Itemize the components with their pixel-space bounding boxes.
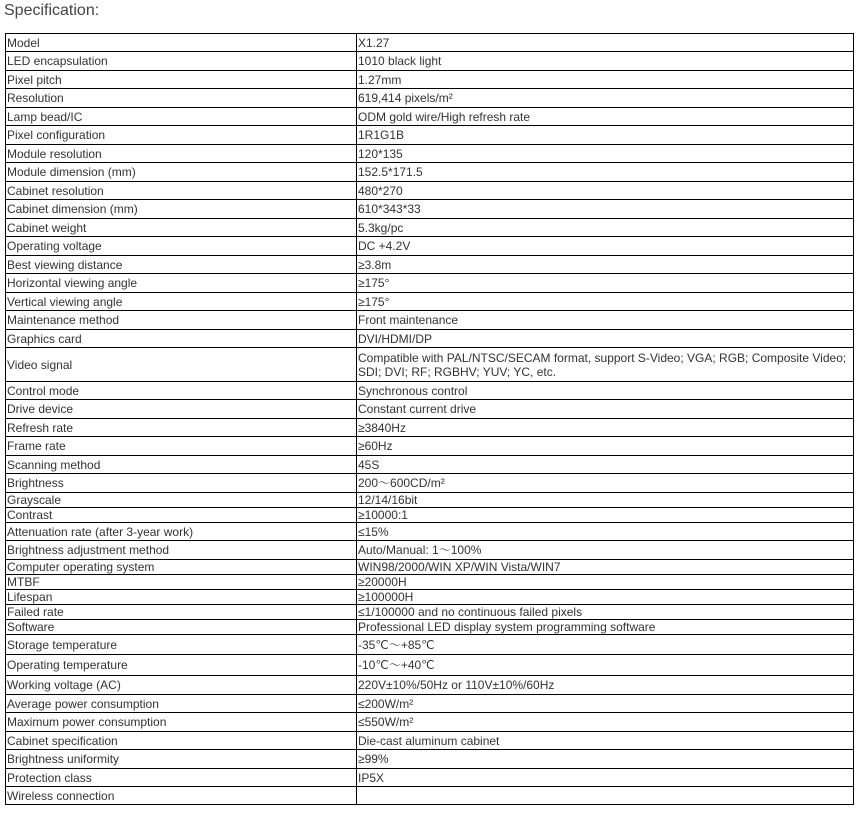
spec-value: Professional LED display system programming software (357, 620, 854, 635)
spec-value: ≥175° (357, 274, 854, 293)
spec-value: ≤1/100000 and no continuous failed pixels (357, 605, 854, 620)
spec-value: ≤200W/m² (357, 695, 854, 713)
spec-value: Synchronous control (357, 382, 854, 400)
spec-value: 200～600CD/m² (357, 474, 854, 493)
table-row (6, 655, 854, 676)
spec-value: -35℃～+85℃ (357, 635, 854, 655)
table-row (6, 523, 854, 541)
spec-label: Contrast (6, 508, 357, 523)
spec-value: Front maintenance (357, 311, 854, 330)
table-row (6, 348, 854, 382)
spec-label: Wireless connection (6, 787, 357, 805)
spec-label: Attenuation rate (after 3-year work) (6, 523, 357, 541)
spec-label: Graphics card (6, 330, 357, 348)
spec-label: Working voltage (AC) (6, 676, 357, 695)
spec-label: Model (6, 34, 357, 52)
table-row (6, 163, 854, 182)
page-title: Specification: (4, 2, 100, 19)
spec-label: Scanning method (6, 456, 357, 474)
table-row (6, 676, 854, 695)
spec-label: Video signal (6, 348, 357, 382)
table-row (6, 256, 854, 274)
spec-label: Storage temperature (6, 635, 357, 655)
table-row (6, 713, 854, 732)
spec-label: Operating temperature (6, 655, 357, 676)
spec-value: ≤15% (357, 523, 854, 541)
spec-value: 152.5*171.5 (357, 163, 854, 182)
spec-value: 12/14/16bit (357, 493, 854, 508)
table-row (6, 293, 854, 311)
table-row (6, 750, 854, 769)
spec-label: Maximum power consumption (6, 713, 357, 732)
table-row (6, 695, 854, 713)
spec-value: ≥10000:1 (357, 508, 854, 523)
spec-label: Average power consumption (6, 695, 357, 713)
table-row (6, 575, 854, 590)
spec-value: -10℃～+40℃ (357, 655, 854, 676)
spec-label: Software (6, 620, 357, 635)
table-row (6, 274, 854, 293)
spec-label: Brightness uniformity (6, 750, 357, 769)
table-row (6, 605, 854, 620)
table-row (6, 493, 854, 508)
spec-label: Cabinet weight (6, 219, 357, 237)
spec-label: Drive device (6, 400, 357, 419)
table-row (6, 419, 854, 437)
spec-label: Brightness (6, 474, 357, 493)
spec-label: LED encapsulation (6, 52, 357, 71)
spec-value: DVI/HDMI/DP (357, 330, 854, 348)
spec-label: Cabinet resolution (6, 182, 357, 200)
spec-value: 610*343*33 (357, 200, 854, 219)
spec-value: 120*135 (357, 145, 854, 163)
spec-label: Lamp bead/IC (6, 108, 357, 126)
spec-label: Horizontal viewing angle (6, 274, 357, 293)
table-row (6, 219, 854, 237)
spec-value: IP5X (357, 769, 854, 787)
table-row (6, 635, 854, 655)
spec-label: Lifespan (6, 590, 357, 605)
table-row (6, 508, 854, 523)
table-row (6, 382, 854, 400)
spec-value: WIN98/2000/WIN XP/WIN Vista/WIN7 (357, 560, 854, 575)
table-row (6, 541, 854, 560)
table-row (6, 560, 854, 575)
table-row (6, 400, 854, 419)
table-row (6, 590, 854, 605)
spec-value: ≥175° (357, 293, 854, 311)
specification-table-body (6, 34, 854, 805)
spec-value: 1R1G1B (357, 126, 854, 145)
spec-value: Auto/Manual: 1～100% (357, 541, 854, 560)
table-row (6, 330, 854, 348)
spec-value: 480*270 (357, 182, 854, 200)
table-row (6, 787, 854, 805)
spec-value: 1.27mm (357, 71, 854, 89)
spec-label: Protection class (6, 769, 357, 787)
table-row (6, 200, 854, 219)
table-row (6, 769, 854, 787)
spec-label: MTBF (6, 575, 357, 590)
spec-value: DC +4.2V (357, 237, 854, 256)
table-row (6, 732, 854, 750)
table-row (6, 34, 854, 52)
spec-value: Compatible with PAL/NTSC/SECAM format, support S-Video; VGA; RGB; Composite Video; SDI; DVI; RF; RGBHV; YUV; YC, etc. (357, 348, 854, 382)
table-row (6, 52, 854, 71)
spec-label: Operating voltage (6, 237, 357, 256)
spec-value: Constant current drive (357, 400, 854, 419)
table-row (6, 456, 854, 474)
table-row (6, 126, 854, 145)
spec-label: Pixel configuration (6, 126, 357, 145)
spec-label: Module resolution (6, 145, 357, 163)
spec-value: 5.3kg/pc (357, 219, 854, 237)
spec-value (357, 787, 854, 805)
spec-label: Failed rate (6, 605, 357, 620)
spec-label: Refresh rate (6, 419, 357, 437)
spec-label: Grayscale (6, 493, 357, 508)
table-row (6, 620, 854, 635)
table-row (6, 89, 854, 108)
table-row (6, 182, 854, 200)
specification-table (5, 33, 854, 805)
table-row (6, 108, 854, 126)
spec-value: 1010 black light (357, 52, 854, 71)
spec-value: ODM gold wire/High refresh rate (357, 108, 854, 126)
spec-value: ≥3.8m (357, 256, 854, 274)
spec-value: 45S (357, 456, 854, 474)
spec-value: ≥99% (357, 750, 854, 769)
spec-value: ≥20000H (357, 575, 854, 590)
spec-label: Frame rate (6, 437, 357, 456)
table-row (6, 437, 854, 456)
spec-value: 220V±10%/50Hz or 110V±10%/60Hz (357, 676, 854, 695)
spec-label: Computer operating system (6, 560, 357, 575)
spec-label: Maintenance method (6, 311, 357, 330)
spec-value: X1.27 (357, 34, 854, 52)
table-row (6, 311, 854, 330)
spec-value: ≥3840Hz (357, 419, 854, 437)
table-row (6, 237, 854, 256)
table-row (6, 71, 854, 89)
spec-label: Vertical viewing angle (6, 293, 357, 311)
spec-label: Module dimension (mm) (6, 163, 357, 182)
spec-value: ≥60Hz (357, 437, 854, 456)
spec-value: 619,414 pixels/m² (357, 89, 854, 108)
spec-label: Cabinet dimension (mm) (6, 200, 357, 219)
table-row (6, 145, 854, 163)
spec-label: Control mode (6, 382, 357, 400)
spec-label: Best viewing distance (6, 256, 357, 274)
spec-label: Brightness adjustment method (6, 541, 357, 560)
table-row (6, 474, 854, 493)
spec-label: Cabinet specification (6, 732, 357, 750)
spec-value: ≥100000H (357, 590, 854, 605)
spec-value: ≤550W/m² (357, 713, 854, 732)
spec-label: Pixel pitch (6, 71, 357, 89)
spec-value: Die-cast aluminum cabinet (357, 732, 854, 750)
spec-label: Resolution (6, 89, 357, 108)
